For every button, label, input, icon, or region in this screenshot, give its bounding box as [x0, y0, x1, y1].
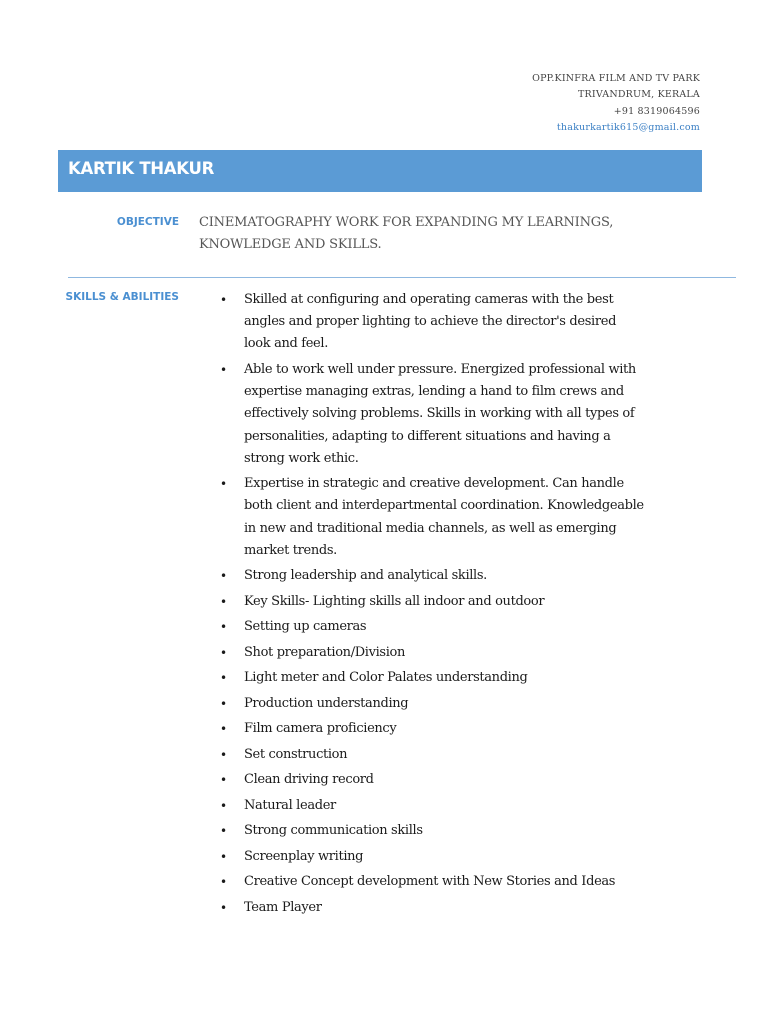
- bullet-icon: •: [220, 722, 227, 737]
- list-item: [220, 473, 645, 562]
- skill-text: Light meter and Color Palates understanding: [244, 670, 528, 686]
- skill-text: Clean driving record: [244, 772, 374, 788]
- address-line-2: TRIVANDRUM, KERALA: [578, 89, 700, 101]
- bullet-icon: •: [220, 900, 227, 915]
- skill-text: Creative Concept development with New Stories and Ideas: [244, 874, 616, 890]
- candidate-name: KARTIK THAKUR: [68, 159, 214, 178]
- list-item: [220, 871, 645, 893]
- list-item: [220, 820, 645, 842]
- skill-text: Team Player: [244, 899, 322, 915]
- bullet-icon: •: [220, 645, 227, 660]
- skill-text: Natural leader: [244, 797, 336, 813]
- bullet-icon: •: [220, 477, 227, 492]
- list-item: [220, 744, 645, 766]
- bullet-icon: •: [220, 362, 227, 377]
- bullet-icon: •: [220, 620, 227, 635]
- list-item: [220, 897, 645, 919]
- bullet-icon: •: [220, 849, 227, 864]
- bullet-icon: •: [220, 569, 227, 584]
- list-item: [220, 616, 645, 638]
- list-item: [220, 591, 645, 613]
- list-item: [220, 846, 645, 868]
- skill-text: Shot preparation/Division: [244, 644, 406, 660]
- skill-text: Production understanding: [244, 695, 409, 711]
- list-item: [220, 795, 645, 817]
- skill-text: Skilled at configuring and operating cameras with the best angles and proper lighting to achieve the director's desired look and feel.: [244, 292, 617, 352]
- list-item: [220, 289, 645, 356]
- skill-text: Setting up cameras: [244, 619, 367, 635]
- skills-heading: SKILLS & ABILITIES: [65, 291, 179, 303]
- skill-text: Set construction: [244, 746, 348, 762]
- email-link[interactable]: thakurkartik615@gmail.com: [556, 121, 700, 133]
- bullet-icon: •: [220, 594, 227, 609]
- bullet-icon: •: [220, 747, 227, 762]
- list-item: [220, 359, 645, 470]
- list-item: [220, 565, 645, 587]
- name-banner: [58, 150, 702, 192]
- skill-text: Able to work well under pressure. Energized professional with expertise managing extras, lending a hand to film crews and effectively solving problems. Skills in working with all types of personalities, adapting to different situations and having a strong work ethic.: [244, 361, 636, 466]
- bullet-icon: •: [220, 773, 227, 788]
- list-item: [220, 718, 645, 740]
- skill-text: Film camera proficiency: [244, 721, 397, 737]
- section-divider: [68, 277, 736, 278]
- list-item: [220, 642, 645, 664]
- list-item: [220, 667, 645, 689]
- phone-number: +91 8319064596: [613, 105, 700, 117]
- skill-text: Key Skills- Lighting skills all indoor and outdoor: [244, 593, 545, 609]
- skill-text: Expertise in strategic and creative development. Can handle both client and interdepartmental coordination. Knowledgeable in new and traditional media channels, as well as emerging market trends.: [244, 476, 644, 558]
- list-item: [220, 769, 645, 791]
- bullet-icon: •: [220, 671, 227, 686]
- list-item: [220, 693, 645, 715]
- bullet-icon: •: [220, 875, 227, 890]
- address-line-1: OPP.KINFRA FILM AND TV PARK: [532, 73, 700, 84]
- objective-text: CINEMATOGRAPHY WORK FOR EXPANDING MY LEARNINGS, KNOWLEDGE AND SKILLS.: [199, 215, 614, 252]
- skills-list: [220, 289, 645, 922]
- bullet-icon: •: [220, 696, 227, 711]
- bullet-icon: •: [220, 798, 227, 813]
- skill-text: Screenplay writing: [244, 848, 364, 864]
- bullet-icon: •: [220, 293, 227, 307]
- skill-text: Strong leadership and analytical skills.: [244, 568, 487, 584]
- objective-heading: OBJECTIVE: [116, 216, 179, 228]
- skill-text: Strong communication skills: [244, 823, 423, 839]
- bullet-icon: •: [220, 824, 227, 839]
- contact-block: [532, 71, 700, 136]
